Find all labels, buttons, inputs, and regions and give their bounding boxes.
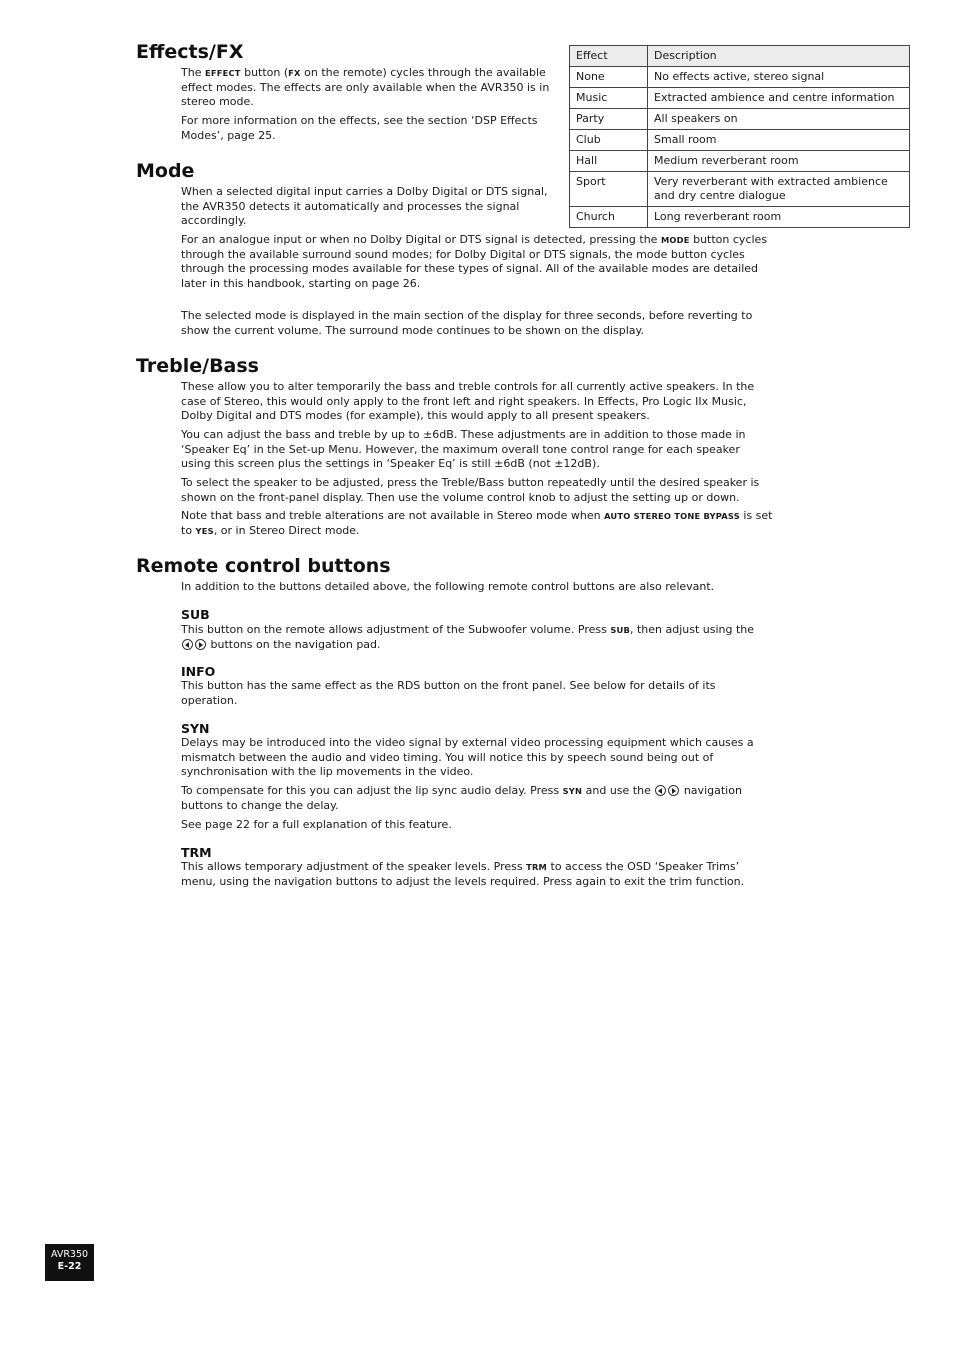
table-header-row (570, 46, 910, 67)
sub-paragraph: This button on the remote allows adjustment of the Subwoofer volume. Press SUB, then adjust using the buttons on the navigation pad. (181, 623, 755, 651)
effects-table (569, 45, 910, 228)
effect-key-label: EFFECT (204, 68, 241, 78)
table-cell-description: Very reverberant with extracted ambience and dry centre dialogue (648, 172, 910, 207)
treble-paragraph-1: These allow you to alter temporarily the bass and treble controls for all currently active speakers. In the case of Stereo, this would only apply to the front left and right speakers. In Effects, Pro Logic IIx Music, Dolby Digital and DTS modes (for example), this would apply to all present speakers. (181, 380, 755, 422)
heading-info: INFO (181, 664, 216, 679)
table-cell-effect: Sport (570, 172, 648, 207)
heading-sub: SUB (181, 607, 210, 622)
yes-label: YES (195, 525, 214, 536)
treble-paragraph-2: You can adjust the bass and treble by up to ±6dB. These adjustments are in addition to those made in ‘Speaker Eq’ in the Set-up Menu. However, the maximum overall tone control range for each speaker using this screen plus the settings in ‘Speaker Eq’ is still ±6dB (not ±12dB). (181, 428, 746, 470)
table-cell-effect: Music (570, 88, 648, 109)
right-arrow-button-icon (195, 639, 206, 650)
table-cell-effect: Club (570, 130, 648, 151)
footer-model: AVR350 (50, 1249, 89, 1260)
left-arrow-button-icon (182, 639, 193, 650)
syn-paragraph-2: To compensate for this you can adjust the lip sync audio delay. Press SYN and use the navigation buttons to change the delay. (181, 784, 742, 812)
remote-intro: In addition to the buttons detailed above, the following remote control buttons are also relevant. (181, 580, 715, 593)
fx-key-label: FX (288, 68, 301, 78)
mode-paragraph-2: For an analogue input or when no Dolby Digital or DTS signal is detected, pressing the MODE button cycles through the available surround sound modes; for Dolby Digital or DTS signals, the mode button cycles through the processing modes available for these types of signal. All of the available modes are detailed later in this handbook, starting on page 26. (181, 233, 768, 290)
mode-paragraph-3: The selected mode is displayed in the main section of the display for three seconds, before reverting to show the current volume. The surround mode continues to be shown on the display. (181, 309, 753, 337)
mode-key-label: MODE (660, 235, 690, 245)
right-arrow-button-icon (668, 785, 679, 796)
syn-paragraph-1: Delays may be introduced into the video signal by external video processing equipment which causes a mismatch between the audio and video timing. You will notice this by speech sound being out of synchronisation with the lip movements in the video. (181, 736, 754, 778)
table-cell-effect: Church (570, 207, 648, 228)
table-row (570, 109, 910, 130)
table-row (570, 67, 910, 88)
syn-key-label: SYN (562, 786, 583, 796)
table-cell-description: All speakers on (648, 109, 910, 130)
left-arrow-button-icon (655, 785, 666, 796)
table-row (570, 172, 910, 207)
table-cell-effect: Hall (570, 151, 648, 172)
table-cell-description: Extracted ambience and centre information (648, 88, 910, 109)
table-cell-description: Long reverberant room (648, 207, 910, 228)
heading-remote-control-buttons: Remote control buttons (136, 555, 391, 577)
heading-effects-fx: Effects/FX (136, 41, 244, 63)
heading-trm: TRM (181, 845, 212, 860)
treble-paragraph-3: To select the speaker to be adjusted, press the Treble/Bass button repeatedly until the desired speaker is shown on the front-panel display. Then use the volume control knob to adjust the setting up or down. (181, 476, 760, 504)
trm-key-label: TRM (526, 862, 548, 872)
footer-page-number: E-22 (57, 1261, 82, 1272)
heading-syn: SYN (181, 721, 210, 736)
mode-paragraph-1: When a selected digital input carries a Dolby Digital or DTS signal, the AVR350 detects it automatically and processes the signal accordingly. (181, 185, 548, 227)
table-cell-description: Small room (648, 130, 910, 151)
table-header-effect: Effect (570, 46, 648, 67)
syn-paragraph-3: See page 22 for a full explanation of this feature. (181, 818, 452, 831)
heading-treble-bass: Treble/Bass (136, 355, 259, 377)
table-cell-description: No effects active, stereo signal (648, 67, 910, 88)
page-footer-badge (45, 1244, 94, 1281)
table-row (570, 88, 910, 109)
sub-key-label: SUB (610, 625, 630, 635)
auto-stereo-tone-bypass-label: AUTO STEREO TONE BYPASS (604, 511, 740, 521)
info-paragraph: This button has the same effect as the RDS button on the front panel. See below for details of its operation. (181, 679, 716, 707)
effects-paragraph-1: The EFFECT button (FX on the remote) cycles through the available effect modes. The effects are only available when the AVR350 is in stereo mode. (181, 66, 550, 108)
table-row (570, 151, 910, 172)
table-cell-effect: None (570, 67, 648, 88)
table-cell-effect: Party (570, 109, 648, 130)
table-cell-description: Medium reverberant room (648, 151, 910, 172)
table-header-description: Description (648, 46, 910, 67)
table-row (570, 207, 910, 228)
heading-mode: Mode (136, 160, 195, 182)
effects-paragraph-2: For more information on the effects, see the section ‘DSP Effects Modes’, page 25. (181, 114, 538, 142)
table-row (570, 130, 910, 151)
treble-paragraph-4: Note that bass and treble alterations are not available in Stereo mode when AUTO STEREO TONE BYPASS is set to YES, or in Stereo Direct mode. (181, 509, 773, 537)
trm-paragraph: This allows temporary adjustment of the speaker levels. Press TRM to access the OSD ‘Speaker Trims’ menu, using the navigation buttons to adjust the levels required. Press again to exit the trim function. (181, 860, 745, 888)
